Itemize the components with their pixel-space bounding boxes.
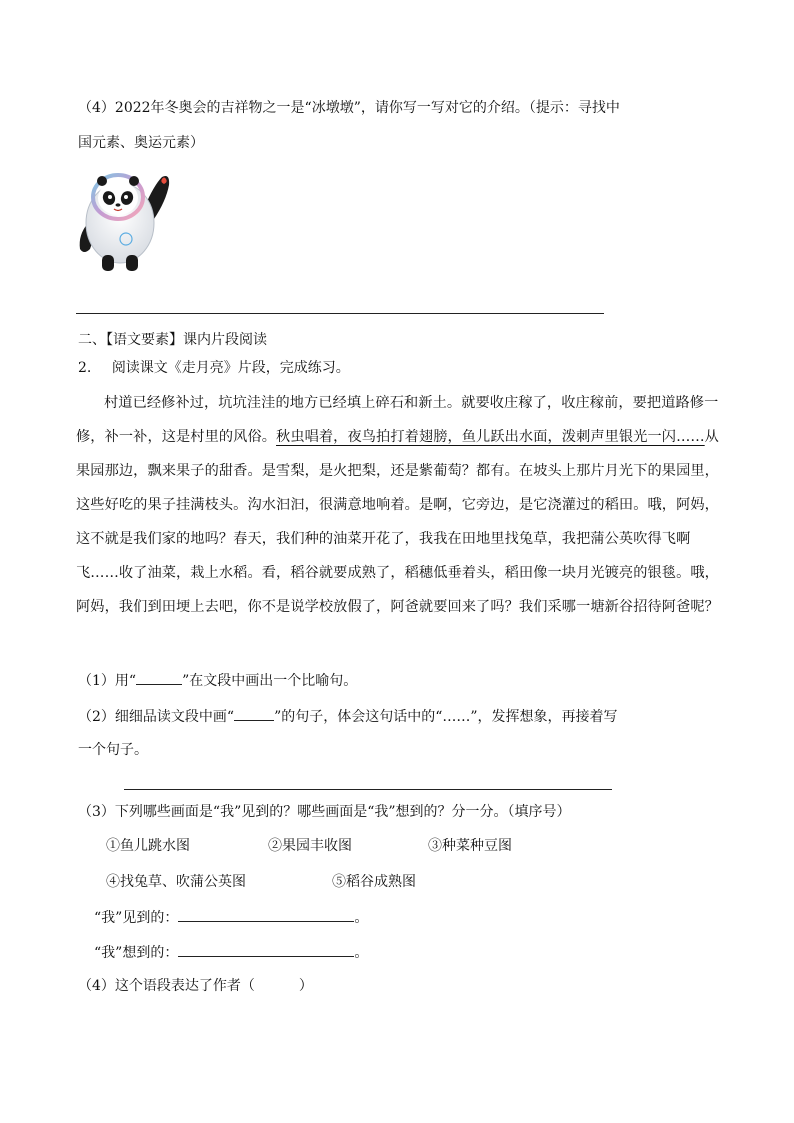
q3-text: （3）下列哪些画面是“我”见到的？哪些画面是“我”想到的？分一分。（填序号） [78, 804, 571, 820]
q2-line1 [78, 706, 618, 727]
q3-seen-blank[interactable] [178, 907, 354, 922]
question-2-text: 阅读课文《走月亮》片段，完成练习。 [111, 360, 350, 376]
section2-heading: 二、【语文要素】课内片段阅读 [78, 332, 267, 348]
passage-underlined-sentence: 秋虫唱着，夜鸟拍打着翅膀，鱼儿跃出水面，泼刺声里银光一闪…… [276, 429, 705, 445]
q1-wavy-mark [136, 670, 182, 685]
passage-part-b: 从果园那边，飘来果子的甜香。是雪梨，是火把梨，还是紫葡萄？都有。在坡头上那片月光下的果园里，这些好吃的果子挂满枝头。沟水汩汩，很满意地响着。是啊，它旁边，是它浇灌过的稻田。哦，阿妈，这不就是我们家的地吗？春天，我们种的油菜开花了，我我在田地里找兔草，我把蒲公英吹得飞啊飞……收了油菜，栽上水稻。看，稻谷就要成熟了，稻穗低垂着头，稻田像一块月光镀亮的银毯。哦，阿妈，我们到田埂上去吧，你不是说学校放假了，阿爸就要回来了吗？我们采哪一塘新谷招待阿爸呢？ [76, 429, 719, 615]
passage-paragraph [76, 386, 724, 624]
q1-suffix: ”在文段中画出一个比喻句。 [182, 673, 358, 689]
q3-imagined-row [94, 942, 368, 963]
q3-imagined-blank[interactable] [178, 942, 354, 957]
question-2-number: 2. [78, 360, 92, 376]
q4-final [78, 976, 313, 996]
q3-option-5: ⑤稻谷成熟图 [332, 874, 416, 890]
question-2 [78, 358, 350, 378]
q4-close-paren: ） [298, 978, 313, 994]
q1 [78, 670, 357, 691]
q3-imagined-label: “我”想到的： [94, 945, 179, 961]
q4-intro-line2: 国元素、奥运元素） [78, 135, 204, 151]
q3-option-3: ③种菜种豆图 [428, 838, 512, 854]
q3-seen-row [94, 907, 368, 928]
bing-dwen-dwen-mascot-icon [74, 163, 172, 275]
q2-middle: ”的句子，体会这句话中的“……”，发挥想象，再接着写 [274, 709, 618, 725]
q2-prefix: （2）细细品读文段中画“ [78, 709, 235, 725]
q3-seen-label: “我”见到的： [94, 910, 179, 926]
q4-final-text: （4）这个语段表达了作者（ [78, 978, 255, 994]
q4-answer-line[interactable] [76, 313, 604, 314]
passage-part-a: 村道已经修补过，坑坑洼洼的地方已经填上碎石和新土。就要收庄稼了，收庄稼前，要把道路修一修，补一补，这是村里的风俗。 [76, 395, 719, 445]
q2-answer-line[interactable] [124, 789, 612, 790]
q3-option-2: ②果园丰收图 [268, 838, 352, 854]
q3-option-1: ①鱼儿跳水图 [106, 838, 190, 854]
q1-prefix: （1）用“ [78, 673, 137, 689]
q3-imagined-end: 。 [354, 945, 369, 961]
q3-seen-end: 。 [354, 910, 369, 926]
q3-option-4: ④找兔草、吹蒲公英图 [106, 874, 246, 890]
q2-underline-mark [234, 706, 274, 721]
q4-intro-line1: （4）2022年冬奥会的吉祥物之一是“冰墩墩”，请你写一写对它的介绍。（提示：寻找中 [78, 100, 620, 116]
q2-line2: 一个句子。 [78, 742, 148, 758]
